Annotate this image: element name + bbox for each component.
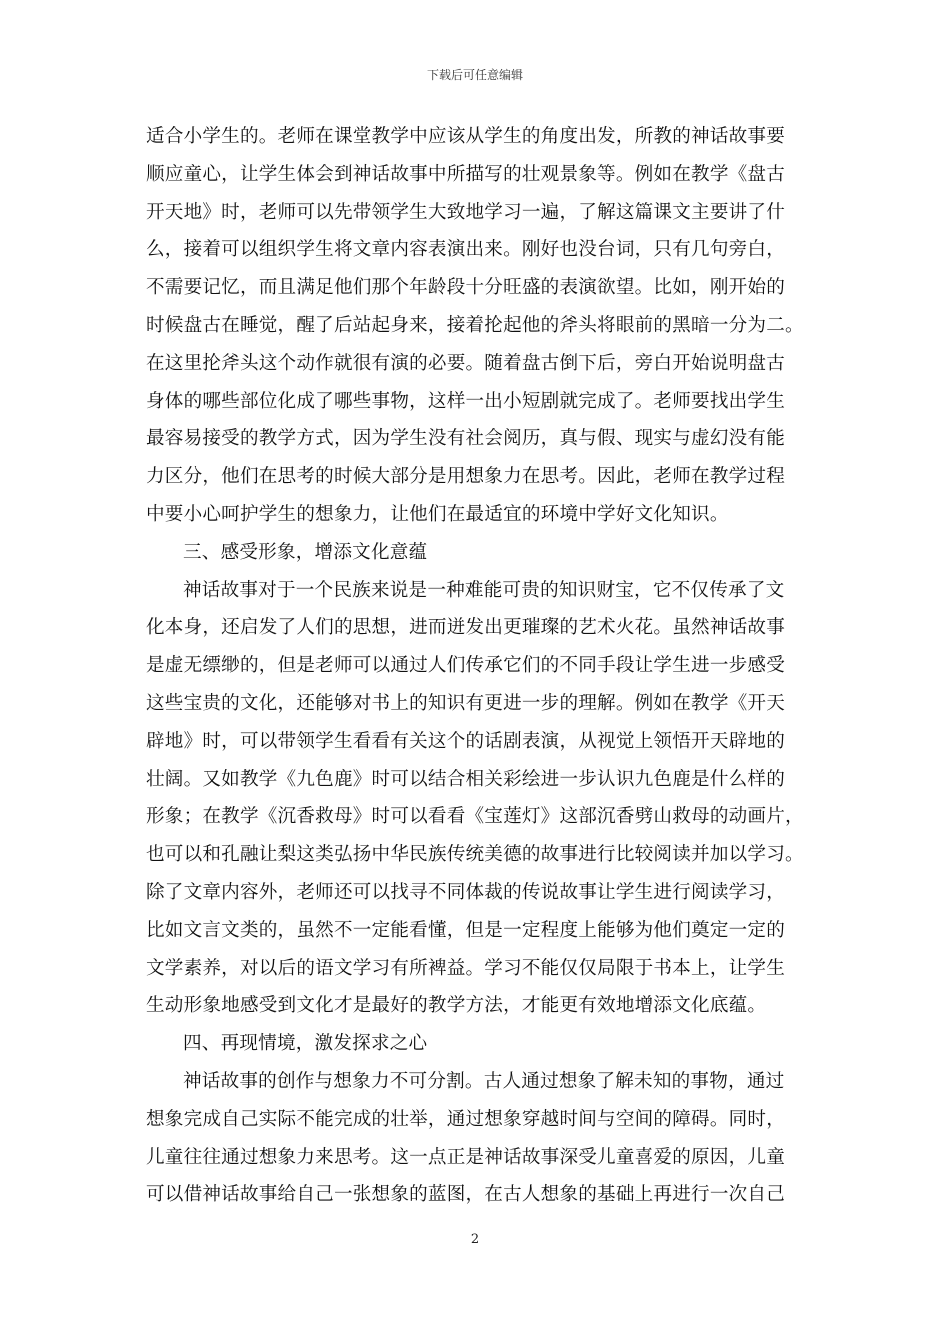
text-line: 么，接着可以组织学生将文章内容表演出来。刚好也没台词，只有几句旁白， bbox=[146, 239, 785, 261]
text-line: 比如文言文类的，虽然不一定能看懂，但是一定程度上能够为他们奠定一定的 bbox=[146, 919, 785, 941]
page-header: 下载后可任意编辑 bbox=[426, 68, 523, 82]
text-line: 生动形象地感受到文化才是最好的教学方法，才能更有效地增添文化底蕴。 bbox=[146, 995, 767, 1017]
text-line: 这些宝贵的文化，还能够对书上的知识有更进一步的理解。例如在教学《开天 bbox=[146, 692, 785, 714]
text-line: 神话故事对于一个民族来说是一种难能可贵的知识财宝，它不仅传承了文 bbox=[183, 579, 785, 601]
text-line: 儿童往往通过想象力来思考。这一点正是神话故事深受儿童喜爱的原因，儿童 bbox=[146, 1146, 785, 1168]
text-line: 壮阔。又如教学《九色鹿》时可以结合相关彩绘进一步认识九色鹿是什么样的 bbox=[146, 768, 785, 790]
text-line: 中要小心呵护学生的想象力，让他们在最适宜的环境中学好文化知识。 bbox=[146, 503, 729, 525]
text-line: 想象完成自己实际不能完成的壮举，通过想象穿越时间与空间的障碍。同时， bbox=[146, 1108, 785, 1130]
text-line: 除了文章内容外，老师还可以找寻不同体裁的传说故事让学生进行阅读学习， bbox=[146, 881, 785, 903]
text-line: 开天地》时，老师可以先带领学生大致地学习一遍，了解这篇课文主要讲了什 bbox=[146, 201, 785, 223]
text-line: 神话故事的创作与想象力不可分割。古人通过想象了解未知的事物，通过 bbox=[183, 1070, 785, 1092]
text-line: 化本身，还启发了人们的思想，进而迸发出更璀璨的艺术火花。虽然神话故事 bbox=[146, 617, 785, 639]
text-line: 最容易接受的教学方式，因为学生没有社会阅历，真与假、现实与虚幻没有能 bbox=[146, 428, 785, 450]
text-line: 身体的哪些部位化成了哪些事物，这样一出小短剧就完成了。老师要找出学生 bbox=[146, 390, 785, 412]
text-line: 时候盘古在睡觉，醒了后站起身来，接着抡起他的斧头将眼前的黑暗一分为二。 bbox=[146, 314, 804, 336]
body-text bbox=[146, 118, 806, 1214]
text-line: 也可以和孔融让梨这类弘扬中华民族传统美德的故事进行比较阅读并加以学习。 bbox=[146, 844, 804, 866]
text-line: 不需要记忆，而且满足他们那个年龄段十分旺盛的表演欲望。比如，刚开始的 bbox=[146, 277, 785, 299]
text-line: 辟地》时，可以带领学生看看有关这个的话剧表演，从视觉上领悟开天辟地的 bbox=[146, 730, 785, 752]
text-line: 是虚无缥缈的，但是老师可以通过人们传承它们的不同手段让学生进一步感受 bbox=[146, 655, 785, 677]
text-line: 可以借神话故事给自己一张想象的蓝图，在古人想象的基础上再进行一次自己 bbox=[146, 1184, 785, 1206]
text-line: 在这里抡斧头这个动作就很有演的必要。随着盘古倒下后，旁白开始说明盘古 bbox=[146, 352, 785, 374]
text-line: 适合小学生的。老师在课堂教学中应该从学生的角度出发，所教的神话故事要 bbox=[146, 126, 785, 147]
text-line: 顺应童心，让学生体会到神话故事中所描写的壮观景象等。例如在教学《盘古 bbox=[146, 163, 785, 185]
text-line: 文学素养，对以后的语文学习有所裨益。学习不能仅仅局限于书本上，让学生 bbox=[146, 957, 785, 979]
text-line: 形象；在教学《沉香救母》时可以看看《宝莲灯》这部沉香劈山救母的动画片， bbox=[146, 806, 804, 828]
text-line: 三、感受形象，增添文化意蕴 bbox=[183, 541, 428, 563]
text-line: 力区分，他们在思考的时候大部分是用想象力在思考。因此，老师在教学过程 bbox=[146, 466, 785, 488]
text-line: 四、再现情境，激发探求之心 bbox=[183, 1033, 428, 1055]
page-number: 2 bbox=[470, 1232, 480, 1247]
